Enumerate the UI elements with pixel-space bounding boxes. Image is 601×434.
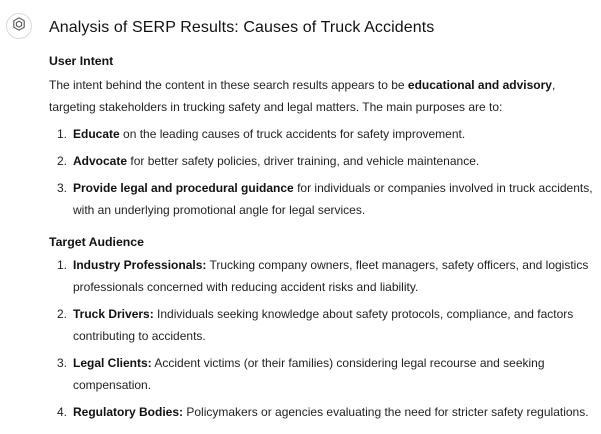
intro-bold-text: educational and advisory (407, 78, 552, 92)
list-item (49, 123, 594, 145)
list-item-text: Policymakers or agencies evaluating the need for stricter safety regulations. (183, 405, 589, 419)
list-item-bold: Advocate (73, 154, 128, 168)
list-number: 4. (57, 405, 68, 419)
list-number: 2. (57, 154, 68, 168)
list-item-text: Trucking company owners, fleet managers, safety officers, and logistics professionals concerned with reducing accident risks and liability. (73, 258, 589, 294)
list-number: 2. (57, 307, 68, 321)
list-number: 3. (57, 181, 68, 195)
list-item (49, 401, 594, 423)
list-item-text: on the leading causes of truck accidents for safety improvement. (119, 127, 466, 141)
list-item-bold: Educate (73, 127, 120, 141)
list-item-bold: Legal Clients: (73, 356, 152, 370)
list-item (49, 254, 594, 298)
list-item-bold: Industry Professionals: (73, 258, 207, 272)
list-item-bold: Regulatory Bodies: (73, 405, 184, 419)
list-item (49, 303, 594, 347)
section-heading-target-audience: Target Audience (49, 235, 144, 249)
user-intent-intro (49, 74, 594, 118)
list-number: 3. (57, 356, 68, 370)
message-title: Analysis of SERP Results: Causes of Truck Accidents (49, 19, 435, 36)
target-audience-list (49, 254, 594, 423)
user-intent-list (49, 123, 594, 221)
intro-text-end: , targeting stakeholders in trucking safety and legal matters. The main purposes are to: (49, 78, 556, 114)
list-item (49, 352, 594, 396)
list-item (49, 177, 594, 221)
list-item-text: for better safety policies, driver training, and vehicle maintenance. (127, 154, 480, 168)
chatgpt-logo-icon (11, 16, 27, 37)
assistant-avatar (6, 13, 32, 39)
list-item-bold: Provide legal and procedural guidance (73, 181, 294, 195)
intro-text: The intent behind the content in these search results appears to be (49, 78, 408, 92)
assistant-message (49, 17, 594, 423)
list-number: 1. (57, 127, 68, 141)
list-item-text: Individuals seeking knowledge about safety protocols, compliance, and factors contributing to accidents. (73, 307, 574, 343)
list-item (49, 150, 594, 172)
list-item-text: for individuals or companies involved in truck accidents, with an underlying promotional angle for legal services. (73, 181, 593, 217)
list-number: 1. (57, 258, 68, 272)
list-item-text: Accident victims (or their families) considering legal recourse and seeking compensation. (73, 356, 545, 392)
list-item-bold: Truck Drivers: (73, 307, 154, 321)
section-heading-user-intent: User Intent (49, 54, 114, 68)
